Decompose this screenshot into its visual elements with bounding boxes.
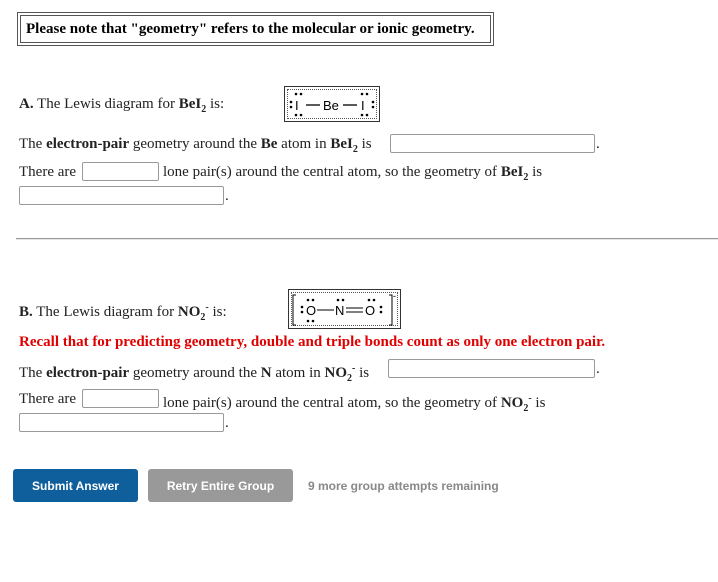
part-b-heading: B. The Lewis diagram for $NO_2^-$ is: — [19, 302, 227, 323]
bei2-lewis-structure — [285, 87, 381, 123]
part-a-lewis-diagram — [284, 86, 380, 122]
part-b-lewis-diagram — [288, 289, 401, 329]
submit-answer-button[interactable]: Submit Answer — [13, 469, 138, 502]
section-divider — [16, 238, 718, 240]
no2-lewis-structure — [289, 290, 402, 330]
part-b-geometry-question: lone pair(s) around the central atom, so the geometry of $NO_2^-$ is — [163, 393, 546, 414]
recall-note: Recall that for predicting geometry, double and triple bonds count as only one electron pair. — [19, 334, 606, 350]
lewis-left-atom: I — [295, 98, 299, 113]
lewis-right-atom: I — [361, 98, 365, 113]
lewis-center-atom: Be — [323, 98, 339, 113]
geometry-note-box — [17, 12, 494, 46]
part-b-lone-pairs-input[interactable] — [82, 389, 159, 408]
part-b-lp-label: There are — [19, 391, 77, 407]
part-a-geometry-question: lone pair(s) around the central atom, so the geometry of BeI$_2$ is — [163, 164, 543, 183]
part-a-molecular-geometry-input[interactable] — [19, 186, 224, 205]
part-a-epg-question: The electron-pair geometry around the Be atom in BeI$_2$ is — [19, 136, 372, 155]
lewis-center-atom: N — [335, 303, 345, 318]
retry-entire-group-button[interactable]: Retry Entire Group — [148, 469, 293, 502]
part-a-electron-pair-geometry-input[interactable] — [390, 134, 595, 153]
part-a-letter: A. — [19, 96, 34, 112]
part-a-heading: A. The Lewis diagram for BeI$_2$ is: — [19, 96, 225, 115]
part-a-lone-pairs-input[interactable] — [82, 162, 159, 181]
geometry-note-text: Please note that "geometry" refers to the molecular or ionic geometry. — [20, 15, 491, 43]
part-a-lp-label: There are — [19, 164, 77, 180]
lewis-charge: - — [393, 291, 396, 301]
part-b-epg-question: The electron-pair geometry around the N atom in $NO_2^-$ is — [19, 363, 370, 384]
attempts-remaining: 9 more group attempts remaining — [308, 479, 499, 493]
part-b-electron-pair-geometry-input[interactable] — [388, 359, 595, 378]
part-b-letter: B. — [19, 304, 33, 320]
part-b-molecular-geometry-input[interactable] — [19, 413, 224, 432]
lewis-left-atom: O — [306, 303, 317, 318]
lewis-right-atom: O — [365, 303, 376, 318]
